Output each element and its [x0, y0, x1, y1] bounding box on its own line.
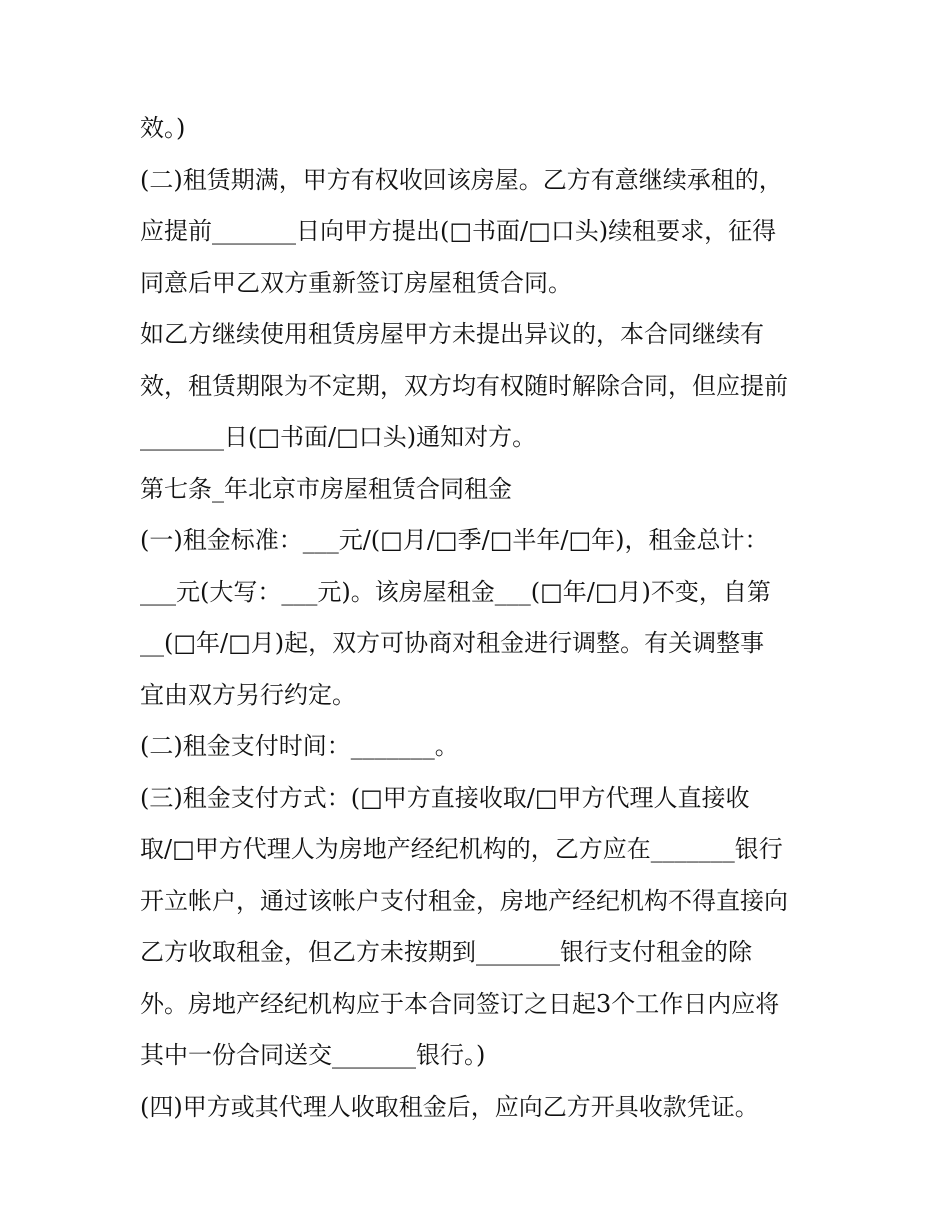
contract-text: [140, 103, 820, 1133]
text-line: 效。): [140, 114, 186, 142]
text-line: 同意后甲乙双方重新签订房屋租赁合同。: [140, 268, 572, 297]
text-line: 取/□甲方代理人为房地产经纪机构的，乙方应在_______银行: [140, 835, 783, 863]
article-heading: 第七条_年北京市房屋租赁合同租金: [140, 474, 512, 503]
text-line: 其中一份合同送交_______银行。): [140, 1041, 486, 1069]
text-line: 效，租赁期限为不定期，双方均有权随时解除合同，但应提前: [140, 371, 788, 400]
text-line: 如乙方继续使用租赁房屋甲方未提出异议的，本合同继续有: [140, 320, 764, 348]
text-line: (三)租金支付方式：(□甲方直接收取/□甲方代理人直接收: [140, 783, 750, 812]
text-line: ___元(大写：___元)。该房屋租金___(□年/□月)不变，自第: [140, 577, 771, 606]
text-line: 外。房地产经纪机构应于本合同签订之日起3个工作日内应将: [140, 989, 780, 1018]
text-line: (二)租金支付时间：_______。: [140, 732, 459, 760]
text-line: (二)租赁期满，甲方有权收回该房屋。乙方有意继续承租的，: [140, 165, 783, 194]
text-line: (一)租金标准：___元/(□月/□季/□半年/□年)，租金总计：: [140, 526, 769, 554]
text-line: 开立帐户，通过该帐户支付租金，房地产经纪机构不得直接向: [140, 886, 788, 915]
text-line: _______日(□书面/□口头)通知对方。: [140, 423, 537, 451]
text-line: 宜由双方另行约定。: [140, 680, 356, 709]
text-line: __(□年/□月)起，双方可协商对租金进行调整。有关调整事: [140, 629, 765, 657]
text-line: 乙方收取租金，但乙方未按期到_______银行支付租金的除: [140, 938, 752, 966]
text-line: (四)甲方或其代理人收取租金后，应向乙方开具收款凭证。: [140, 1092, 759, 1121]
text-line: 应提前_______日向甲方提出(□书面/□口头)续租要求，征得: [140, 217, 777, 245]
